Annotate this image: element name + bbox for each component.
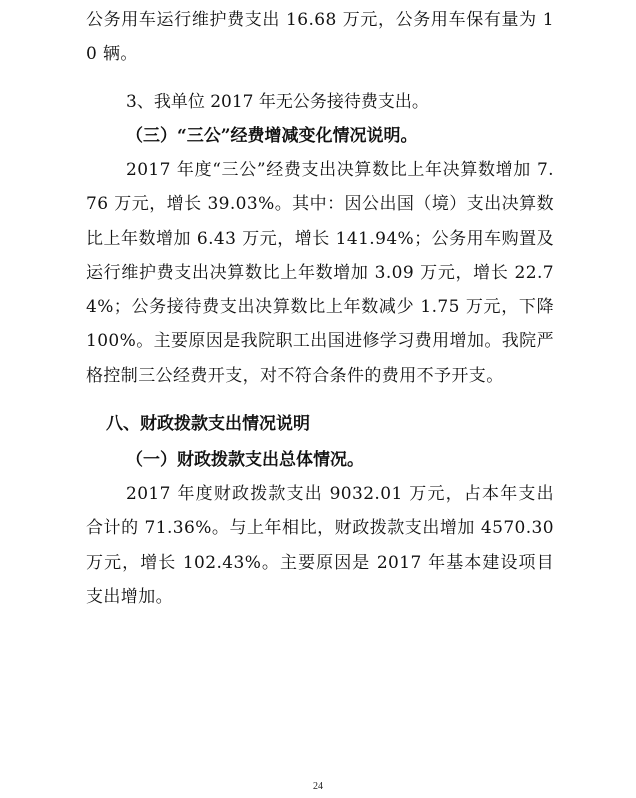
paragraph-reception-expense: 3、我单位 2017 年无公务接待费支出。 [126, 92, 429, 112]
page-number: 24 [313, 781, 323, 792]
paragraph-vehicle-maintenance: 公务用车运行维护费支出 16.68 万元，公务用车保有量为 10 辆。 [86, 10, 554, 65]
heading-section-eight: 八、财政拨款支出情况说明 [106, 414, 310, 434]
paragraph-fiscal-expenditure: 2017 年度财政拨款支出 9032.01 万元，占本年支出合计的 71.36%。与上年相比，财政拨款支出增加 4570.30 万元，增长 102.43%。主要原因是 2017 年基本建设项目支出增加。 [86, 484, 554, 607]
heading-fiscal-overview: （一）财政拨款支出总体情况。 [126, 450, 364, 470]
paragraph-three-public-explanation: 2017 年度“三公”经费支出决算数比上年决算数增加 7.76 万元，增长 39.03%。其中：因公出国（境）支出决算数比上年数增加 6.43 万元，增长 141.94%；公务用车购置及运行维护费支出决算数比上年数增加 3.09 万元，增长 22.74%；公务接待费支出决算数比上年数减少 1.75 万元，下降 100%。主要原因是我院职工出国进修学习费用增加。我院严格控制三公经费开支，对不符合条件的费用不予开支。 [86, 160, 554, 386]
heading-three-public-changes: （三）“三公”经费增减变化情况说明。 [126, 126, 418, 146]
